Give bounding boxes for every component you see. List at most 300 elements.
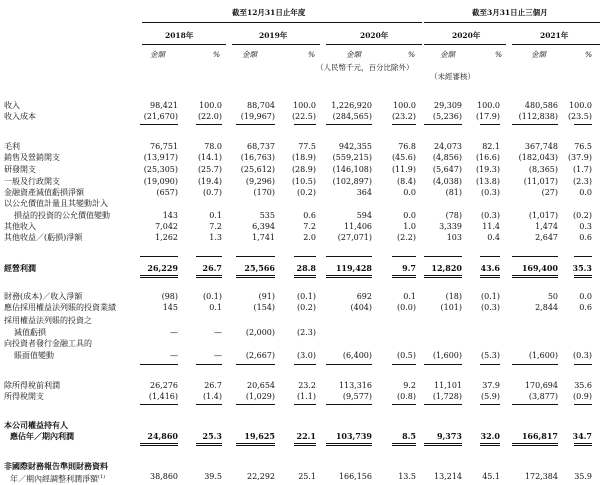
- cell-percent: 82.1: [482, 142, 500, 151]
- cell-percent: 0.1: [209, 303, 222, 312]
- cell-amount: (1,728): [432, 392, 462, 401]
- subtotal-rule: [392, 275, 416, 276]
- year-underline: [424, 44, 506, 45]
- cell-amount: 103: [446, 233, 462, 242]
- cell-percent: 26.7: [204, 381, 222, 390]
- cell-amount: (9,296): [245, 177, 275, 186]
- year-header-2018: 2018年: [165, 31, 194, 40]
- cell-amount: 68,737: [247, 142, 275, 151]
- subtotal-rule: [424, 275, 462, 276]
- cell-percent: (13.8): [475, 177, 500, 186]
- cell-amount: 119,428: [335, 263, 372, 273]
- row-label: 以公允價值計量且其變動計入: [4, 199, 108, 208]
- subtotal-rule: [574, 443, 592, 444]
- cell-amount: 50: [547, 292, 558, 301]
- cell-amount: —: [170, 328, 178, 337]
- subtotal-rule: [236, 275, 275, 276]
- subtotal-rule: [196, 404, 222, 405]
- subtotal-rule: [294, 443, 316, 444]
- cell-amount: (19,967): [240, 112, 275, 121]
- subtotal-rule: [236, 364, 275, 365]
- subtotal-rule: [326, 275, 372, 276]
- cell-amount: (19,090): [143, 177, 178, 186]
- cell-percent: 76.5: [574, 142, 592, 151]
- unaudited-note: （未經審核）: [430, 72, 475, 81]
- cell-amount: 2,647: [535, 233, 558, 242]
- cell-percent: 7.2: [209, 222, 222, 231]
- subtotal-rule: [424, 443, 462, 444]
- cell-percent: 0.0: [403, 211, 416, 220]
- cell-amount: 1,262: [155, 233, 178, 242]
- cell-amount: 20,654: [247, 381, 275, 390]
- row-label: 減值虧損: [14, 328, 46, 337]
- col-header-pct: %: [213, 50, 221, 59]
- subtotal-rule: [512, 275, 558, 276]
- unit-note: （人民幣千元，百分比除外）: [316, 63, 414, 72]
- cell-amount: (11,017): [523, 177, 558, 186]
- col-header-pct: %: [495, 50, 503, 59]
- year-underline: [512, 44, 600, 45]
- subtotal-rule: [236, 256, 275, 257]
- cell-percent: (14.1): [197, 153, 222, 162]
- cell-percent: (0.3): [573, 351, 592, 360]
- cell-percent: 100.0: [199, 101, 222, 110]
- cell-percent: (22.5): [291, 112, 316, 121]
- cell-amount: 692: [356, 292, 372, 301]
- row-label: 年／期內經調整利潤淨額$^{(1)}$: [10, 474, 106, 484]
- subtotal-rule: [392, 364, 416, 365]
- cell-amount: 172,384: [524, 472, 558, 481]
- subtotal-rule: [236, 443, 275, 444]
- subtotal-rule: [140, 275, 178, 276]
- cell-amount: (1,600): [432, 351, 462, 360]
- cell-percent: 0.0: [579, 188, 592, 197]
- cell-amount: 480,586: [524, 101, 558, 110]
- row-label: 應佔採用權益法列賬的投資業績: [4, 303, 116, 312]
- cell-amount: 364: [356, 188, 372, 197]
- cell-amount: (13,917): [143, 153, 178, 162]
- subtotal-rule: [294, 277, 316, 278]
- subtotal-rule: [392, 277, 416, 278]
- row-label: 其他收入: [4, 222, 36, 231]
- cell-amount: (112,838): [518, 112, 558, 121]
- col-header-amount: 金額: [242, 50, 257, 59]
- cell-amount: (3,877): [528, 392, 558, 401]
- cell-amount: 113,316: [338, 381, 372, 390]
- cell-amount: (78): [445, 211, 462, 220]
- cell-amount: 12,820: [431, 263, 462, 273]
- cell-percent: (18.9): [291, 153, 316, 162]
- cell-amount: 166,156: [338, 472, 372, 481]
- cell-amount: (2,667): [245, 351, 275, 360]
- cell-percent: (0.3): [481, 211, 500, 220]
- row-label: 收入: [4, 101, 20, 110]
- subtotal-rule: [196, 256, 222, 257]
- cell-percent: 0.6: [579, 303, 592, 312]
- cell-percent: (22.0): [197, 112, 222, 121]
- cell-percent: (2.3): [297, 328, 316, 337]
- year-header-2021-q: 2021年: [540, 31, 569, 40]
- col-header-pct: %: [408, 50, 416, 59]
- subtotal-rule: [326, 364, 372, 365]
- cell-amount: (2,000): [245, 328, 275, 337]
- cell-percent: 13.5: [398, 472, 416, 481]
- col-header-amount: 金額: [531, 50, 546, 59]
- year-header-2020-q: 2020年: [452, 31, 481, 40]
- subtotal-rule: [574, 256, 592, 257]
- subtotal-rule: [512, 404, 558, 405]
- cell-amount: (8,365): [528, 165, 558, 174]
- cell-amount: 1,741: [252, 233, 275, 242]
- cell-percent: 0.1: [209, 211, 222, 220]
- cell-percent: (25.7): [197, 165, 222, 174]
- row-label: 財務(成本)／收入淨額: [4, 292, 83, 301]
- row-label: 其他收益／(虧損)淨額: [4, 233, 83, 242]
- cell-percent: (0.1): [203, 292, 222, 301]
- subtotal-rule: [326, 124, 372, 125]
- cell-amount: 942,355: [338, 142, 372, 151]
- cell-amount: 24,860: [147, 431, 178, 441]
- col-header-pct: %: [585, 50, 593, 59]
- cell-amount: 38,860: [150, 472, 178, 481]
- row-label: 研發開支: [4, 165, 36, 174]
- cell-percent: (1.4): [203, 392, 222, 401]
- cell-amount: (81): [445, 188, 462, 197]
- cell-amount: 76,751: [150, 142, 178, 151]
- subtotal-rule: [140, 277, 178, 278]
- subtotal-rule: [294, 124, 316, 125]
- subtotal-rule: [196, 445, 222, 446]
- fy-group-title: 截至12月31日止年度: [232, 8, 306, 17]
- cell-amount: 26,229: [147, 263, 178, 273]
- cell-percent: (0.9): [573, 392, 592, 401]
- cell-amount: 11,406: [344, 222, 372, 231]
- cell-percent: 0.1: [403, 292, 416, 301]
- cell-percent: (2.3): [573, 177, 592, 186]
- cell-percent: 100.0: [569, 101, 592, 110]
- cell-percent: (16.6): [475, 153, 500, 162]
- cell-percent: (45.6): [391, 153, 416, 162]
- cell-percent: (5.9): [481, 392, 500, 401]
- cell-percent: (23.2): [391, 112, 416, 121]
- cell-amount: 166,817: [521, 431, 558, 441]
- cell-percent: (23.5): [567, 112, 592, 121]
- cell-percent: (11.9): [391, 165, 416, 174]
- subtotal-rule: [480, 256, 500, 257]
- cell-percent: 0.4: [487, 233, 500, 242]
- subtotal-rule: [480, 277, 500, 278]
- cell-amount: 13,214: [434, 472, 462, 481]
- subtotal-rule: [140, 124, 178, 125]
- cell-amount: 19,625: [244, 431, 275, 441]
- subtotal-rule: [140, 256, 178, 257]
- row-label: 經營利潤: [4, 263, 36, 273]
- subtotal-rule: [512, 277, 558, 278]
- subtotal-rule: [140, 445, 178, 446]
- row-label: 金融資產減值虧損淨額: [4, 188, 84, 197]
- cell-percent: 37.9: [482, 381, 500, 390]
- cell-percent: 35.3: [572, 263, 592, 273]
- subtotal-rule: [480, 275, 500, 276]
- cell-percent: (1.7): [573, 165, 592, 174]
- cell-percent: (3.0): [297, 351, 316, 360]
- cell-amount: (5,236): [432, 112, 462, 121]
- quarter-group-underline: [424, 22, 600, 23]
- subtotal-rule: [392, 256, 416, 257]
- subtotal-rule: [424, 364, 462, 365]
- cell-percent: (0.7): [203, 188, 222, 197]
- cell-percent: —: [214, 328, 222, 337]
- cell-amount: 88,704: [247, 101, 275, 110]
- cell-amount: (146,108): [332, 165, 372, 174]
- subtotal-rule: [326, 277, 372, 278]
- subtotal-rule: [424, 404, 462, 405]
- subtotal-rule: [326, 443, 372, 444]
- cell-amount: 145: [162, 303, 178, 312]
- cell-percent: 34.7: [572, 431, 592, 441]
- cell-percent: 25.3: [202, 431, 222, 441]
- year-underline: [326, 44, 422, 45]
- cell-amount: 25,566: [244, 263, 275, 273]
- year-header-2019: 2019年: [259, 31, 288, 40]
- cell-amount: 170,694: [524, 381, 558, 390]
- subtotal-rule: [392, 443, 416, 444]
- cell-percent: 76.8: [398, 142, 416, 151]
- cell-percent: (0.2): [297, 303, 316, 312]
- cell-percent: 0.0: [579, 292, 592, 301]
- subtotal-rule: [392, 445, 416, 446]
- row-label: 賬面值變動: [14, 351, 54, 360]
- subtotal-rule: [574, 364, 592, 365]
- subtotal-rule: [294, 275, 316, 276]
- subtotal-rule: [480, 124, 500, 125]
- cell-percent: (28.9): [291, 165, 316, 174]
- cell-percent: 39.5: [204, 472, 222, 481]
- cell-amount: 169,400: [521, 263, 558, 273]
- subtotal-rule: [326, 404, 372, 405]
- cell-amount: (657): [156, 188, 178, 197]
- cell-percent: 8.5: [402, 431, 416, 441]
- cell-percent: 1.0: [403, 222, 416, 231]
- cell-percent: (0.1): [297, 292, 316, 301]
- cell-amount: 2,844: [535, 303, 558, 312]
- col-header-amount: 金額: [150, 50, 165, 59]
- cell-percent: 77.5: [298, 142, 316, 151]
- cell-amount: (559,215): [332, 153, 372, 162]
- cell-percent: 25.1: [298, 472, 316, 481]
- subtotal-rule: [196, 443, 222, 444]
- cell-percent: 35.9: [574, 472, 592, 481]
- quarter-group-title: 截至3月31日止三個月: [472, 8, 548, 17]
- subtotal-rule: [196, 364, 222, 365]
- cell-amount: (18): [445, 292, 462, 301]
- cell-percent: (8.4): [397, 177, 416, 186]
- row-label: 一般及行政開支: [4, 177, 60, 186]
- cell-percent: 23.2: [298, 381, 316, 390]
- cell-amount: (16,763): [240, 153, 275, 162]
- cell-percent: (0.5): [397, 351, 416, 360]
- cell-amount: 11,101: [434, 381, 462, 390]
- cell-percent: 9.7: [402, 263, 416, 273]
- row-label: 向投資者發行金融工具的: [4, 339, 92, 348]
- subtotal-rule: [480, 364, 500, 365]
- cell-percent: (10.5): [291, 177, 316, 186]
- cell-amount: (21,670): [143, 112, 178, 121]
- cell-percent: 0.3: [579, 222, 592, 231]
- cell-amount: 22,292: [247, 472, 275, 481]
- subtotal-rule: [140, 443, 178, 444]
- subtotal-rule: [512, 445, 558, 446]
- cell-amount: (4,038): [432, 177, 462, 186]
- subtotal-rule: [140, 364, 178, 365]
- cell-percent: 2.0: [303, 233, 316, 242]
- cell-amount: (5,647): [432, 165, 462, 174]
- col-header-amount: 金額: [440, 50, 455, 59]
- row-label: 毛利: [4, 142, 20, 151]
- cell-percent: (0.8): [397, 392, 416, 401]
- subtotal-rule: [392, 404, 416, 405]
- cell-amount: (6,400): [342, 351, 372, 360]
- cell-amount: (1,416): [148, 392, 178, 401]
- cell-amount: (404): [350, 303, 372, 312]
- cell-percent: 100.0: [393, 101, 416, 110]
- subtotal-rule: [512, 443, 558, 444]
- cell-percent: 45.1: [482, 472, 500, 481]
- row-label: 應佔年／期內利潤: [10, 431, 74, 441]
- cell-percent: 35.6: [574, 381, 592, 390]
- cell-amount: 98,421: [150, 101, 178, 110]
- subtotal-rule: [196, 275, 222, 276]
- cell-percent: 100.0: [477, 101, 500, 110]
- subtotal-rule: [512, 364, 558, 365]
- cell-amount: (98): [161, 292, 178, 301]
- cell-amount: 103,739: [335, 431, 372, 441]
- cell-amount: (25,305): [143, 165, 178, 174]
- cell-amount: 1,474: [535, 222, 558, 231]
- year-header-2020: 2020年: [360, 31, 389, 40]
- subtotal-rule: [424, 445, 462, 446]
- subtotal-rule: [294, 445, 316, 446]
- cell-percent: 1.3: [209, 233, 222, 242]
- cell-amount: (154): [253, 303, 275, 312]
- cell-percent: 0.6: [303, 211, 316, 220]
- subtotal-rule: [512, 124, 558, 125]
- subtotal-rule: [236, 124, 275, 125]
- cell-percent: (2.2): [397, 233, 416, 242]
- cell-percent: (0.2): [573, 211, 592, 220]
- col-header-pct: %: [308, 50, 316, 59]
- cell-percent: 78.0: [204, 142, 222, 151]
- subtotal-rule: [480, 445, 500, 446]
- cell-percent: 0.0: [403, 188, 416, 197]
- row-label: 收入成本: [4, 112, 36, 121]
- cell-amount: (9,577): [342, 392, 372, 401]
- cell-amount: (170): [253, 188, 275, 197]
- subtotal-rule: [326, 256, 372, 257]
- cell-amount: (284,565): [332, 112, 372, 121]
- cell-amount: (101): [440, 303, 462, 312]
- subtotal-rule: [480, 404, 500, 405]
- cell-amount: 24,073: [434, 142, 462, 151]
- cell-percent: (0.3): [481, 303, 500, 312]
- subtotal-rule: [140, 404, 178, 405]
- cell-percent: —: [214, 351, 222, 360]
- cell-amount: (27,071): [337, 233, 372, 242]
- row-label: 銷售及營銷開支: [4, 153, 60, 162]
- subtotal-rule: [424, 277, 462, 278]
- subtotal-rule: [574, 277, 592, 278]
- col-header-amount: 金額: [346, 50, 361, 59]
- cell-percent: (1.1): [297, 392, 316, 401]
- cell-amount: 143: [162, 211, 178, 220]
- cell-amount: (1,600): [528, 351, 558, 360]
- cell-amount: (91): [258, 292, 275, 301]
- cell-percent: 0.6: [579, 233, 592, 242]
- cell-amount: 367,748: [524, 142, 558, 151]
- cell-amount: (1,029): [245, 392, 275, 401]
- cell-amount: 9,373: [436, 431, 462, 441]
- subtotal-rule: [574, 124, 592, 125]
- cell-percent: 100.0: [293, 101, 316, 110]
- row-label: 除所得稅前利潤: [4, 381, 60, 390]
- subtotal-rule: [236, 404, 275, 405]
- cell-percent: (37.9): [567, 153, 592, 162]
- cell-amount: (27): [541, 188, 558, 197]
- cell-amount: (102,897): [332, 177, 372, 186]
- cell-amount: (25,612): [240, 165, 275, 174]
- cell-percent: (5.3): [481, 351, 500, 360]
- subtotal-rule: [294, 404, 316, 405]
- subtotal-rule: [512, 256, 558, 257]
- subtotal-rule: [574, 275, 592, 276]
- cell-amount: (1,017): [528, 211, 558, 220]
- cell-amount: (182,043): [518, 153, 558, 162]
- subtotal-rule: [392, 124, 416, 125]
- cell-amount: 29,309: [434, 101, 462, 110]
- cell-percent: 7.2: [303, 222, 316, 231]
- row-label: 本公司權益持有人: [4, 420, 68, 430]
- cell-percent: (0.3): [481, 188, 500, 197]
- cell-amount: 6,394: [252, 222, 275, 231]
- cell-percent: (19.4): [197, 177, 222, 186]
- cell-percent: 26.7: [202, 263, 222, 273]
- subtotal-rule: [236, 445, 275, 446]
- subtotal-rule: [326, 445, 372, 446]
- cell-amount: —: [170, 351, 178, 360]
- subtotal-rule: [236, 277, 275, 278]
- subtotal-rule: [480, 443, 500, 444]
- cell-amount: 535: [259, 211, 275, 220]
- cell-amount: 7,042: [155, 222, 178, 231]
- cell-percent: 43.6: [480, 263, 500, 273]
- cell-amount: 3,339: [439, 222, 462, 231]
- subtotal-rule: [574, 404, 592, 405]
- cell-percent: 22.1: [296, 431, 316, 441]
- cell-amount: 594: [356, 211, 372, 220]
- cell-amount: (4,856): [432, 153, 462, 162]
- fy-group-underline: [142, 22, 422, 23]
- cell-amount: 1,226,920: [331, 101, 372, 110]
- row-label: 採用權益法列賬的投資之: [4, 316, 92, 325]
- cell-percent: 9.2: [403, 381, 416, 390]
- subtotal-rule: [294, 256, 316, 257]
- subtotal-rule: [196, 124, 222, 125]
- footnote-marker: (1): [98, 474, 106, 480]
- row-label: 損益的投資的公允價值變動: [14, 211, 110, 220]
- cell-percent: 32.0: [480, 431, 500, 441]
- subtotal-rule: [294, 364, 316, 365]
- row-label: 非國際財務報告準則財務資料: [4, 461, 108, 471]
